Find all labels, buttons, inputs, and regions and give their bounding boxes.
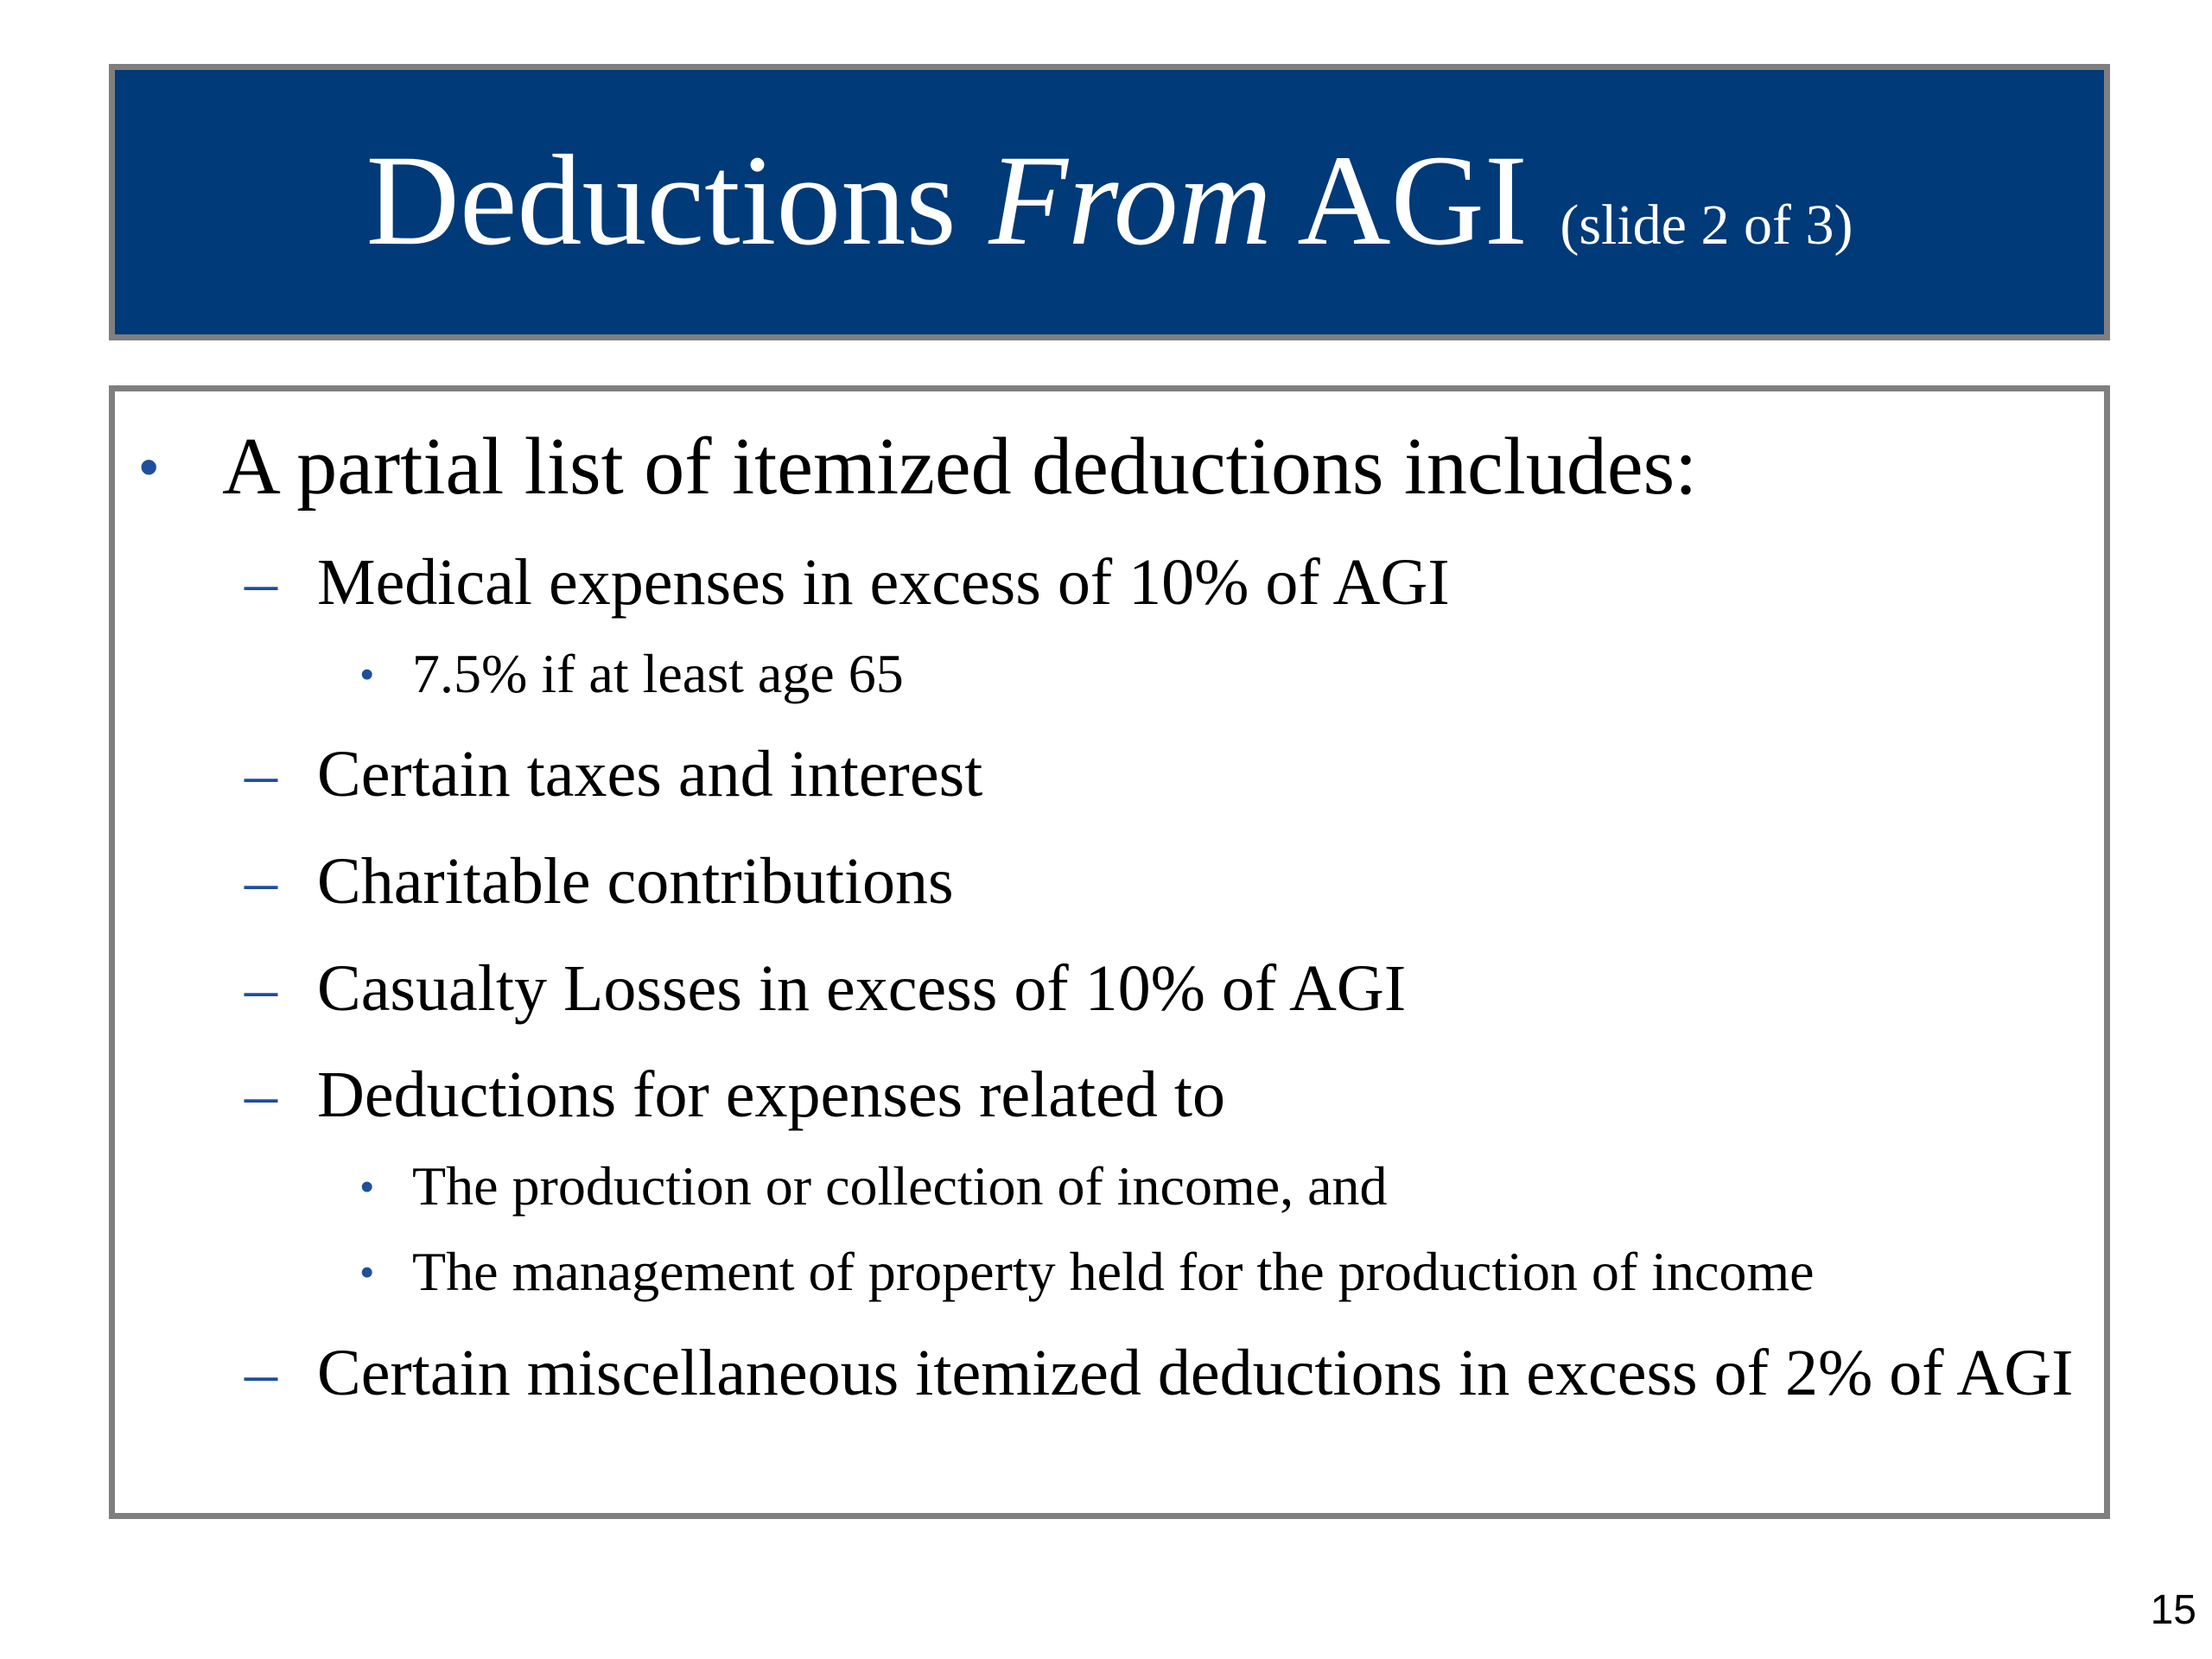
list-item-text: Casualty Losses in excess of 10% of AGI [317,951,1407,1025]
list-heading-item [115,419,2104,515]
sub-list-item [115,641,2104,708]
dash-marker: – [245,738,277,811]
dash-marker: – [245,1336,277,1409]
list-item [115,736,2104,814]
bullet-marker: • [360,1166,374,1209]
bullet-marker: • [360,652,374,696]
list-item-text: Certain taxes and interest [317,738,983,811]
dash-marker: – [245,1058,277,1132]
list-item-text: Charitable contributions [317,845,954,918]
list-item-text: Certain miscellaneous itemized deductions in excess of 2% of AGI [317,1336,2074,1409]
list-item [115,950,2104,1028]
sub-list-item [115,1154,2104,1220]
dash-marker: – [245,845,277,918]
bullet-marker: • [139,435,159,498]
list-item-text: Medical expenses in excess of 10% of AGI [317,545,1450,619]
list-item [115,1057,2104,1135]
content-box [109,385,2110,1519]
dash-marker: – [245,545,277,619]
sub-list-item [115,1239,2104,1306]
page-number: 15 [2150,1587,2196,1633]
list-item [115,1335,2104,1413]
sub-list-item-text: 7.5% if at least age 65 [412,642,904,704]
title-bar [109,64,2110,340]
list-item [115,544,2104,622]
dash-marker: – [245,951,277,1025]
bullet-marker: • [360,1250,374,1294]
title-text-part3: AGI [1272,129,1560,272]
title-text-italic: From [988,129,1273,272]
list-item-text: Deductions for expenses related to [317,1058,1225,1132]
list-heading: A partial list of itemized deductions includes: [222,422,1698,512]
slide-title [365,129,1853,272]
sub-list-item-text: The production or collection of income, and [412,1155,1388,1217]
title-text-part1: Deductions [365,129,989,272]
bullet-list [115,419,2104,1412]
sub-list-item-text: The management of property held for the production of income [412,1240,1815,1302]
title-subtitle: (slide 2 of 3) [1560,194,1853,257]
list-item [115,843,2104,921]
